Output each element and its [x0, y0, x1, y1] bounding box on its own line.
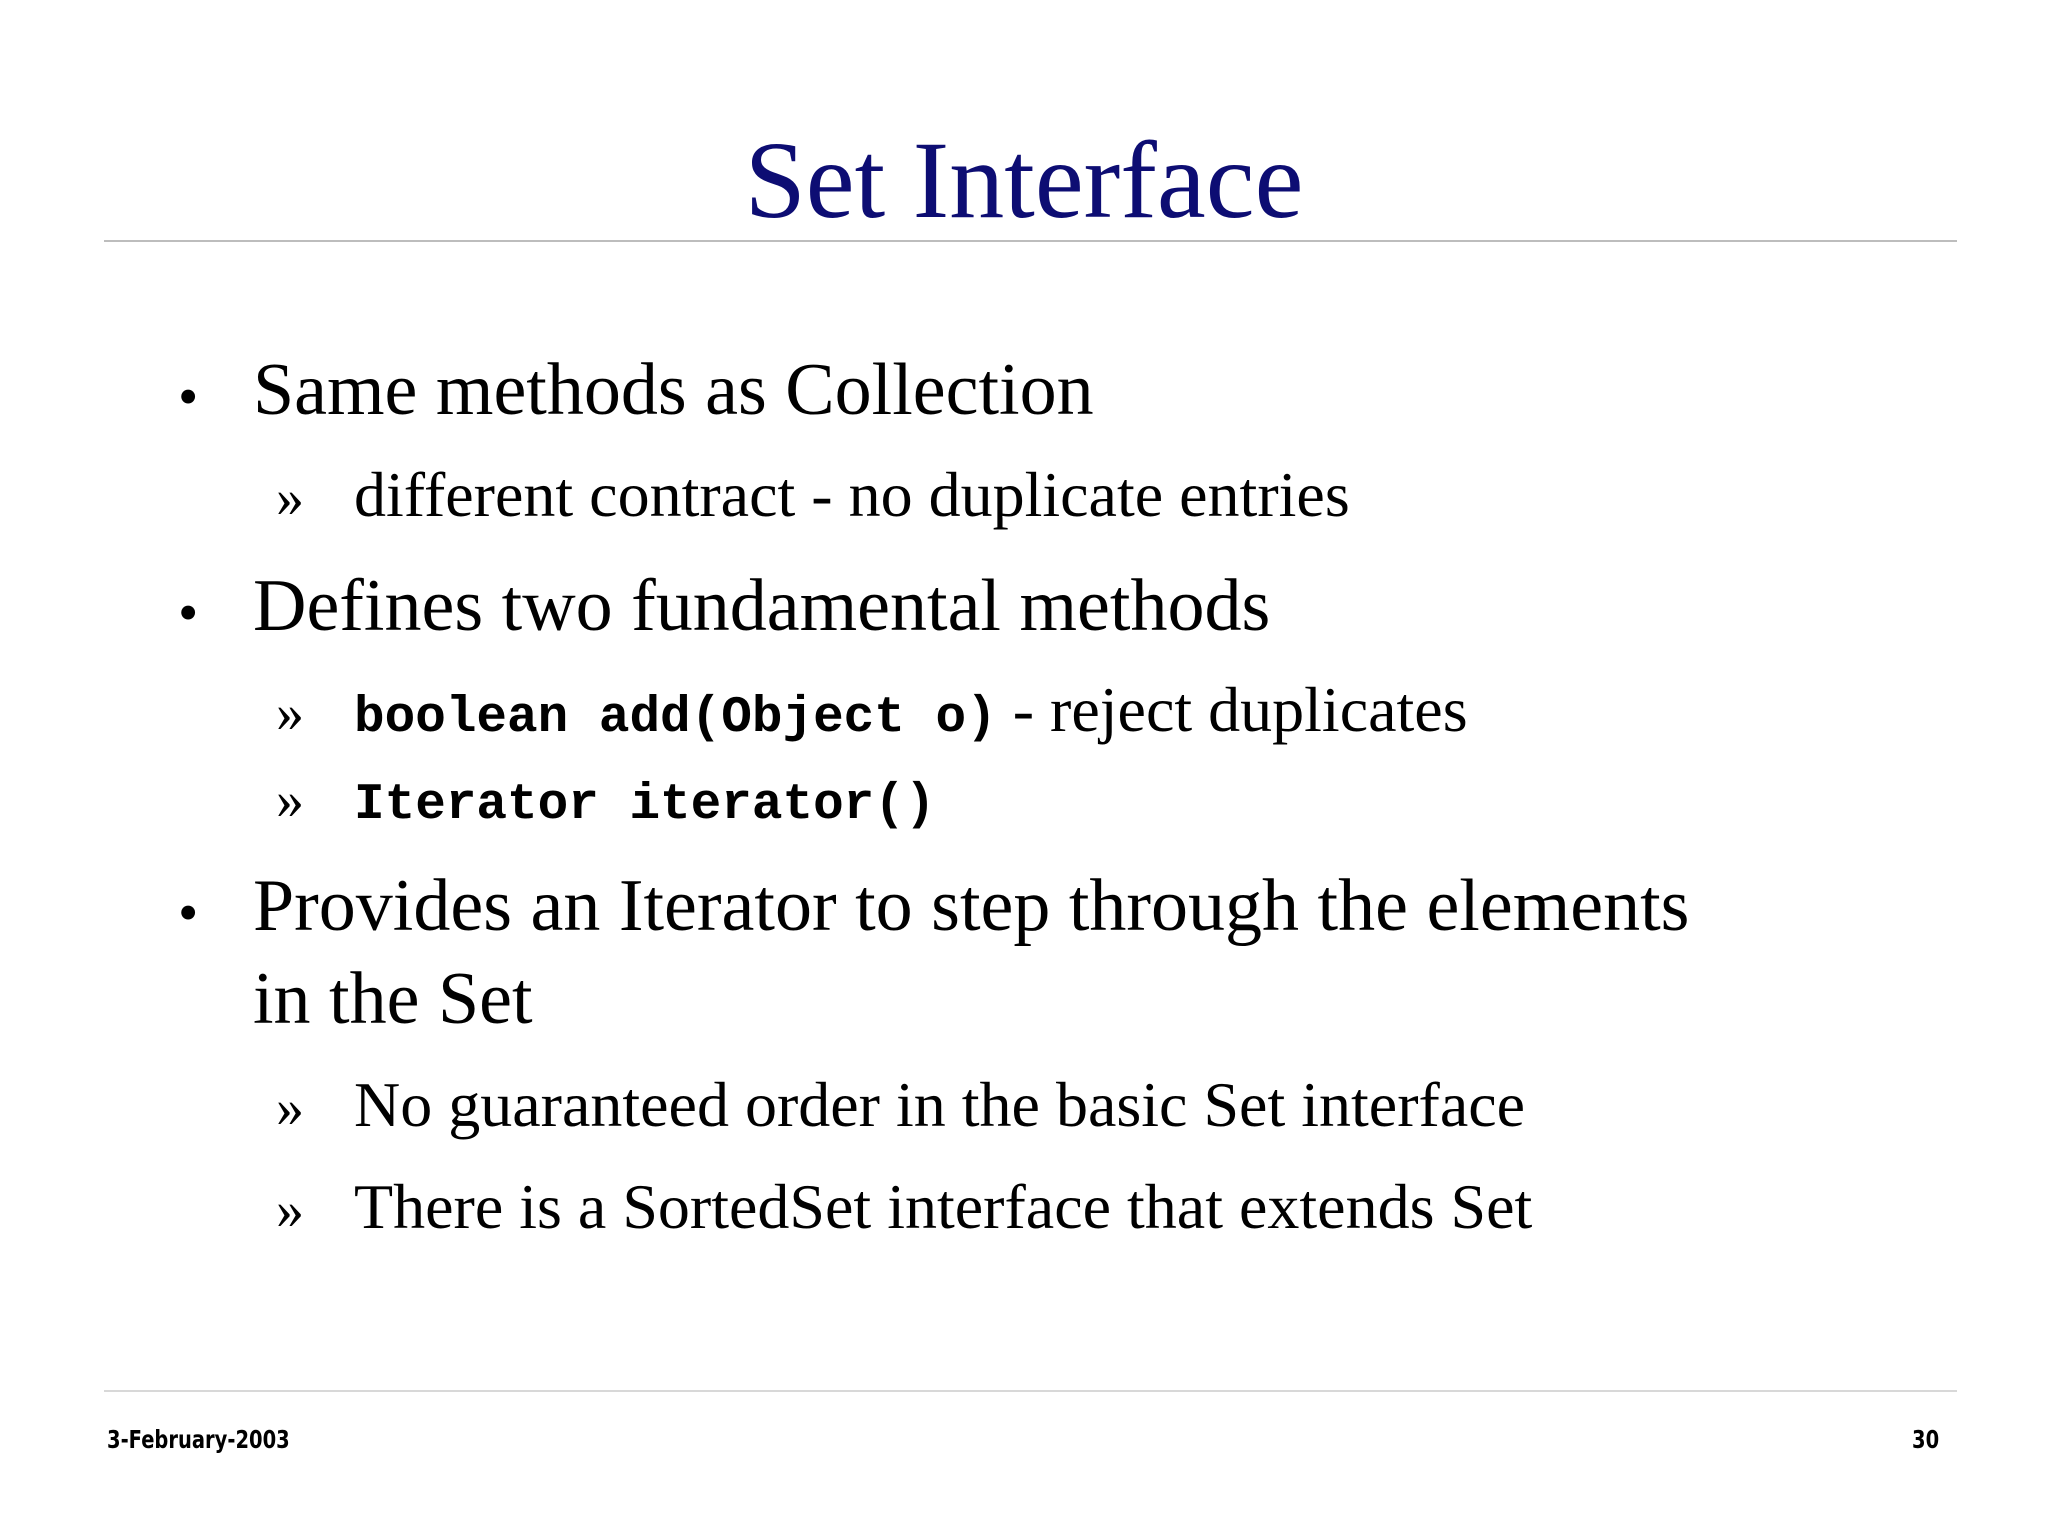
code-snippet: boolean add(Object o)	[354, 690, 997, 747]
title-divider	[104, 240, 1957, 242]
slide-title: Set Interface	[744, 119, 1304, 241]
bullet-marker: •	[178, 580, 199, 645]
sub-bullet-marker: »	[276, 1077, 304, 1139]
bullet-text-line-1: Provides an Iterator to step through the elements	[253, 865, 1690, 947]
code-snippet: Iterator iterator()	[354, 777, 936, 834]
page-number: 30	[1912, 1425, 1940, 1454]
sub-bullet-text	[354, 759, 936, 844]
sub-bullet-text: No guaranteed order in the basic Set interface	[354, 1069, 1526, 1140]
bullet-text: Defines two fundamental methods	[253, 565, 1271, 647]
sub-bullet-description: - reject duplicates	[996, 674, 1468, 745]
sub-bullet-marker: »	[276, 467, 304, 529]
sub-bullet-text: There is a SortedSet interface that extends Set	[354, 1171, 1533, 1242]
sub-bullet-marker: »	[276, 769, 304, 831]
bullet-marker: •	[178, 880, 199, 945]
bullet-marker: •	[178, 364, 199, 429]
sub-bullet-text	[354, 672, 1468, 757]
bullet-text: Same methods as Collection	[253, 349, 1094, 431]
sub-bullet-marker: »	[276, 1179, 304, 1241]
bullet-text-line-2: in the Set	[253, 958, 533, 1040]
sub-bullet-text: different contract - no duplicate entries	[354, 459, 1350, 530]
footer-divider	[104, 1390, 1957, 1392]
sub-bullet-marker: »	[276, 682, 304, 744]
footer-date: 3-February-2003	[107, 1425, 290, 1454]
